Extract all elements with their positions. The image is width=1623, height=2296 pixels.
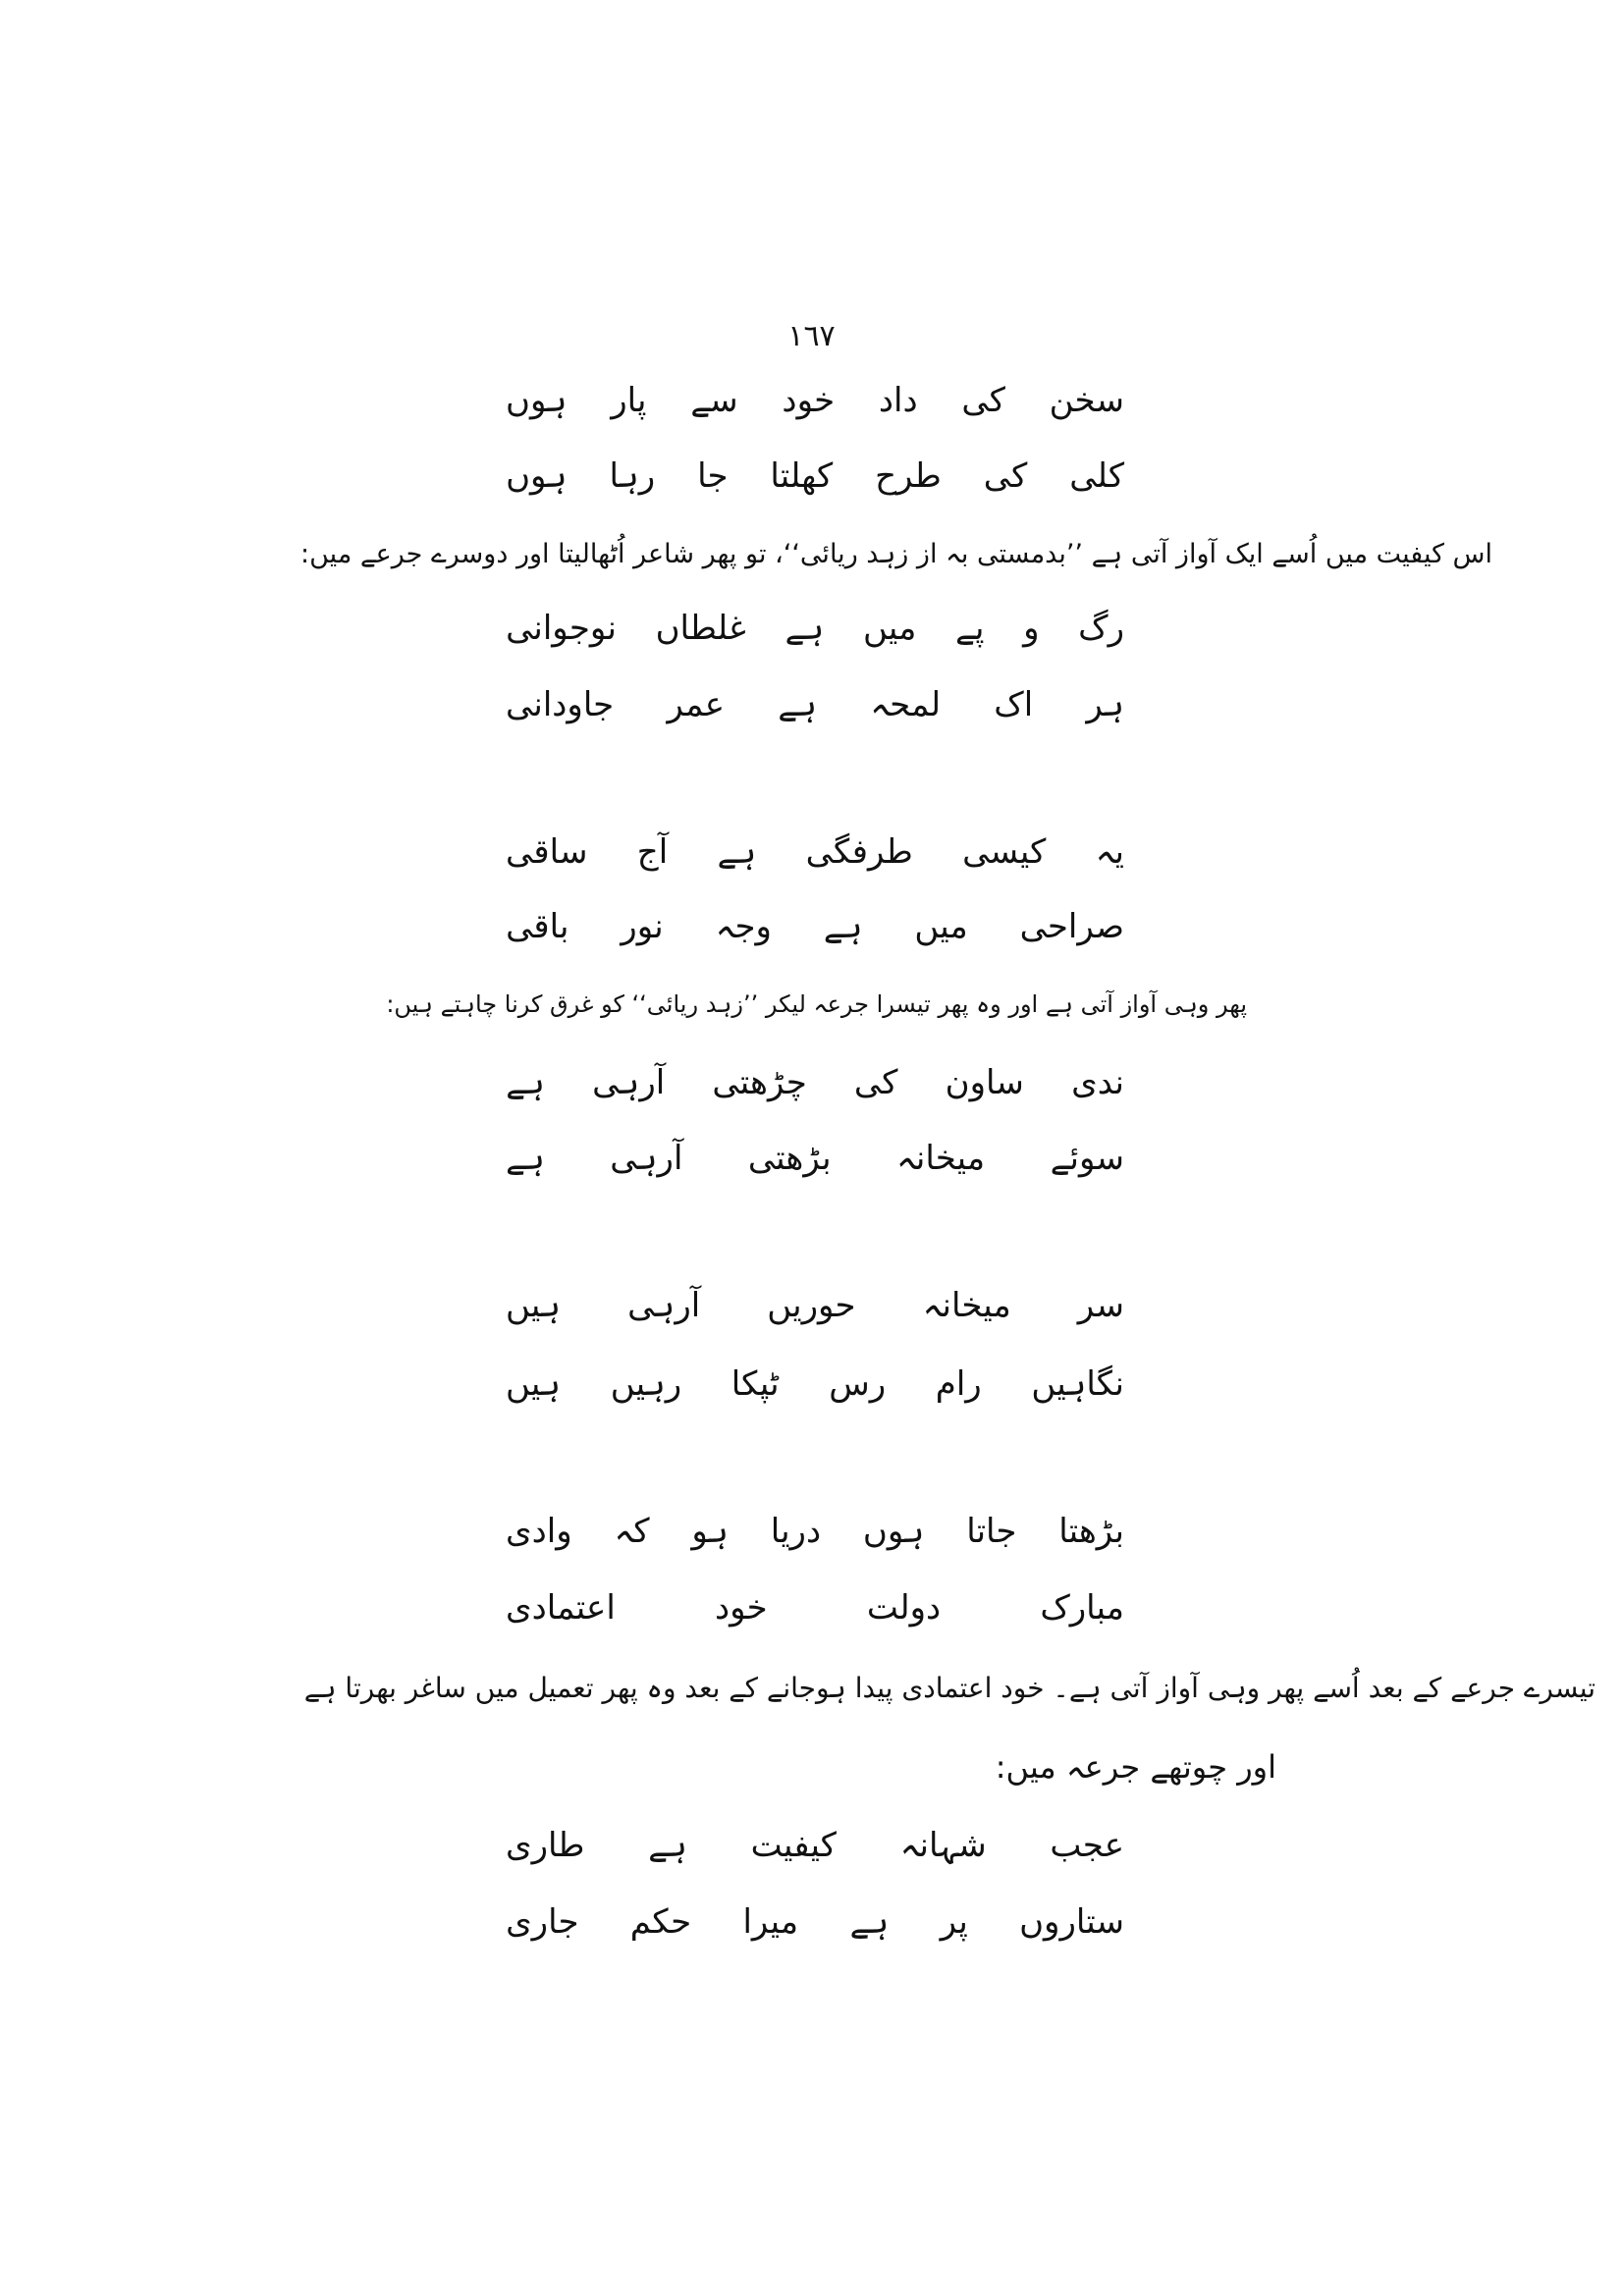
verse-line <box>506 1502 1124 1561</box>
verse-word: لمحہ <box>870 685 942 724</box>
verse-word: کہ <box>614 1512 650 1551</box>
verse-word: رہیں <box>610 1364 682 1404</box>
verse-word: چڑھتی <box>712 1063 807 1102</box>
verse-word: کھلتا <box>770 456 834 496</box>
verse-word: جاتا <box>966 1512 1017 1551</box>
verse-word: جاری <box>506 1902 579 1942</box>
verse-word: غلطاں <box>655 609 746 648</box>
verse-word: رس <box>829 1364 887 1404</box>
verse-word: ہوں <box>506 381 568 420</box>
verse-line <box>506 371 1124 430</box>
verse-word: نوجوانی <box>506 609 617 648</box>
verse-word: صراحی <box>1019 907 1124 946</box>
verse-word: ہے <box>506 1063 545 1102</box>
verse-word: کی <box>961 381 1005 420</box>
verse-word: کیسی <box>962 832 1047 872</box>
verse-word: پار <box>611 381 647 420</box>
verse-word: آرہی <box>592 1063 666 1102</box>
verse-word: خود <box>782 381 836 420</box>
verse-word: ندی <box>1071 1063 1124 1102</box>
verse-word: ہو <box>691 1512 729 1551</box>
verse-word: داد <box>878 381 918 420</box>
verse-word: وجہ <box>715 907 772 946</box>
verse-line <box>506 1129 1124 1188</box>
verse-word: اعتمادی <box>506 1588 616 1628</box>
verse-word: جاودانی <box>506 685 615 724</box>
verse-word: بڑھتی <box>747 1139 832 1178</box>
verse-word: حوریں <box>767 1286 856 1325</box>
verse-line <box>506 823 1124 881</box>
verse-word: آرہی <box>627 1286 701 1325</box>
verse-word: کی <box>983 456 1028 496</box>
verse-line <box>506 599 1124 658</box>
verse-word: دریا <box>770 1512 822 1551</box>
verse-word: سے <box>690 381 738 420</box>
verse-word: ہیں <box>506 1364 562 1404</box>
verse-word: یہ <box>1095 832 1124 872</box>
verse-word: ہے <box>648 1826 687 1865</box>
prose-line: پھر وہی آواز آتی ہے اور وہ پھر تیسرا جرعہ لیکر ’’زہد ریائی‘‘ کو غرق کرنا چاہتے ہیں: <box>386 990 1247 1018</box>
verse-word: کیفیت <box>750 1826 837 1865</box>
verse-word: ہیں <box>506 1286 562 1325</box>
verse-line <box>506 897 1124 956</box>
verse-line <box>506 1893 1124 1951</box>
verse-word: اک <box>994 685 1034 724</box>
verse-word: طاری <box>506 1826 585 1865</box>
verse-word: عجب <box>1050 1826 1124 1865</box>
verse-line <box>506 1816 1124 1875</box>
verse-word: ستاروں <box>1019 1902 1124 1942</box>
verse-line <box>506 1578 1124 1637</box>
verse-word: میں <box>863 609 917 648</box>
verse-line <box>506 1355 1124 1414</box>
verse-word: کی <box>853 1063 898 1102</box>
verse-word: رام <box>935 1364 982 1404</box>
verse-word: شہانہ <box>899 1826 987 1865</box>
prose-line: تیسرے جرعے کے بعد اُسے پھر وہی آواز آتی ہے۔ خود اعتمادی پیدا ہوجانے کے بعد وہ پھر تعمیل میں ساغر بھرتا ہے <box>303 1672 1596 1704</box>
verse-word: حکم <box>629 1902 692 1942</box>
verse-word: ساون <box>945 1063 1024 1102</box>
verse-word: نور <box>621 907 664 946</box>
verse-word: طرح <box>875 456 942 496</box>
verse-word: ہر <box>1086 685 1124 724</box>
verse-word: ہے <box>506 1139 545 1178</box>
verse-word: میرا <box>742 1902 799 1942</box>
verse-word: و <box>1023 609 1040 648</box>
verse-word: رگ <box>1078 609 1124 648</box>
prose-line: اس کیفیت میں اُسے ایک آواز آتی ہے ’’بدمستی بہ از زہد ریائی‘‘، تو پھر شاعر اُٹھالیتا اور دوسرے جرعے میں: <box>300 539 1492 569</box>
page-number: ١٦٧ <box>787 319 836 353</box>
verse-word: سر <box>1077 1286 1124 1325</box>
verse-word: مبارک <box>1040 1588 1124 1628</box>
verse-word: ہے <box>784 609 825 648</box>
verse-word: ہوں <box>862 1512 925 1551</box>
verse-word: ہے <box>778 685 818 724</box>
verse-word: ہے <box>717 832 757 872</box>
verse-word: ہے <box>823 907 863 946</box>
verse-word: وادی <box>506 1512 572 1551</box>
verse-word: ہے <box>849 1902 890 1942</box>
verse-line <box>506 447 1124 506</box>
verse-word: میں <box>914 907 968 946</box>
verse-word: آرہی <box>610 1139 683 1178</box>
verse-line <box>506 1053 1124 1112</box>
verse-word: آج <box>636 832 669 872</box>
verse-word: ٹپکا <box>730 1364 780 1404</box>
verse-word: میخانہ <box>922 1286 1011 1325</box>
verse-word: ساقی <box>506 832 588 872</box>
verse-word: سخن <box>1049 381 1124 420</box>
verse-word: دولت <box>866 1588 942 1628</box>
verse-word: جا <box>697 456 729 496</box>
verse-word: پر <box>940 1902 968 1942</box>
verse-word: طرفگی <box>805 832 913 872</box>
verse-line <box>506 1276 1124 1335</box>
verse-word: پے <box>955 609 985 648</box>
prose-line: اور چوتھے جرعہ میں: <box>995 1748 1276 1786</box>
verse-word: کلی <box>1069 456 1124 496</box>
verse-word: بڑھتا <box>1058 1512 1124 1551</box>
verse-word: باقی <box>506 907 569 946</box>
verse-word: خود <box>714 1588 768 1628</box>
verse-word: سوئے <box>1050 1139 1124 1178</box>
verse-word: ہوں <box>506 456 568 496</box>
verse-word: نگاہیں <box>1031 1364 1124 1404</box>
verse-word: میخانہ <box>895 1139 986 1178</box>
verse-word: عمر <box>667 685 726 724</box>
verse-line <box>506 675 1124 734</box>
verse-word: رہا <box>609 456 656 496</box>
